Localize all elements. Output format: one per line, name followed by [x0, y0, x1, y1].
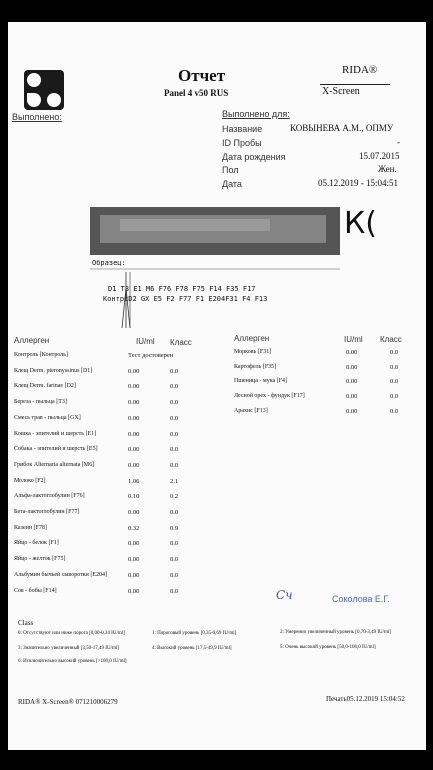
- iu-value: 0.00: [128, 383, 140, 391]
- panel-name: Panel 4 v50 RUS: [164, 88, 229, 98]
- iu-value: 0.00: [346, 407, 358, 415]
- band-labels-bottom: КонтрсD2 GX E5 F2 F77 F1 E204F31 F4 F13: [103, 295, 268, 303]
- col-class-left: Класс: [170, 338, 192, 347]
- allergen-name: Контроль [Контроль]: [14, 352, 69, 358]
- sample-label: Образец:: [92, 259, 126, 267]
- dob-label: Дата рождения: [222, 152, 286, 162]
- col-iu-right: IU/ml: [344, 335, 363, 344]
- allergen-name: Казеин [F78]: [14, 524, 47, 531]
- allergen-name: Арахис [F13]: [234, 407, 268, 414]
- allergen-name: Соя - бобы [F14]: [14, 587, 57, 594]
- iu-value: 0.00: [128, 587, 140, 595]
- divider: [320, 84, 390, 85]
- class-0: 0: Отсутствуют или ниже порога [0,00-0,34 IU/ml]: [18, 631, 125, 636]
- class-value: 0.0: [170, 414, 179, 422]
- date-label: Дата: [222, 179, 242, 189]
- col-allergen-left: Аллерген: [14, 336, 50, 345]
- allergen-name: Альфа-лактоглобулин [F76]: [14, 493, 85, 500]
- sex-label: Пол: [222, 165, 239, 175]
- test-strip-image: [90, 207, 340, 255]
- sex-value: Жен.: [378, 164, 397, 174]
- brand-name: RIDA®: [342, 64, 378, 76]
- class-4: 4: Высокий уровень [17,5-49,9 IU/ml]: [152, 646, 232, 651]
- iu-value: 0.00: [128, 461, 140, 469]
- class-value: 0.0: [170, 556, 179, 564]
- allergen-name: Морковь [F31]: [234, 349, 272, 355]
- class-value: 0.0: [170, 509, 179, 516]
- name-value: КОВЫНЕВА А.М., ОПМУ: [290, 123, 394, 133]
- name-label: Название: [222, 124, 263, 134]
- iu-value: 0.00: [346, 378, 358, 386]
- iu-value: 0.00: [346, 349, 358, 356]
- allergen-name: Альбумин бычьей сыворотки [E204]: [14, 571, 108, 578]
- allergen-name: Бета-лактоглобулин [F77]: [14, 509, 80, 515]
- iu-value: 1.06: [128, 477, 140, 485]
- allergen-name: Грибок Alternaria alternata [M6]: [14, 461, 95, 468]
- col-iu-left: IU/ml: [136, 337, 155, 346]
- band-labels-top: D1 T3 E1 M6 F76 F78 F75 F14 F35 F17: [108, 285, 256, 293]
- product-name: X-Screen: [322, 86, 360, 97]
- iu-value: 0.00: [128, 571, 140, 579]
- device-serial: RIDA® X-Screen® 071210006279: [18, 698, 118, 706]
- sample-id-value: -: [397, 137, 400, 147]
- iu-value: 0.00: [128, 509, 140, 516]
- allergen-name: Клещ Derm. farinae [D2]: [14, 383, 76, 390]
- iu-value: 0.00: [128, 556, 140, 564]
- class-value: 0.0: [390, 378, 399, 386]
- dob-value: 15.07.2015: [359, 151, 400, 161]
- allergen-name: Собака - эпителий и шерсть [E5]: [14, 446, 98, 453]
- class-value: 0.9: [170, 524, 179, 532]
- allergen-name: Яйцо - желток [F75]: [14, 556, 66, 563]
- col-class-right: Класс: [380, 335, 402, 344]
- class-2: 2: Умеренно увеличенный уровень [0,70-3,49 IU/ml]: [280, 630, 391, 635]
- report-title: Отчет: [178, 66, 226, 85]
- class-3: 3: Значительно увеличенный [3,50-17,49 IU/ml]: [18, 646, 119, 651]
- allergen-name: Лесной орех - фундук [F17]: [234, 393, 305, 400]
- allergen-name: Клещ Derm. pteronyssinus [D1]: [14, 367, 93, 374]
- class-value: 0.0: [390, 407, 399, 415]
- class-value: 0.0: [170, 399, 179, 407]
- iu-value: 0.00: [128, 399, 140, 407]
- allergen-name: Молоко [F2]: [14, 477, 46, 484]
- iu-value: 0.00: [346, 393, 358, 401]
- signature-name: Соколова Е.Г.: [332, 594, 390, 604]
- iu-value: 0.00: [128, 414, 140, 422]
- class-6: 6: Исключительно высокий уровень [>100,0 IU/ml]: [18, 659, 127, 664]
- class-value: 2.1: [170, 477, 179, 485]
- sample-id-label: ID Пробы: [222, 138, 262, 148]
- allergen-name: Смесь трав - пыльца [GX]: [14, 414, 81, 421]
- performed-by-label: Выполнено:: [12, 112, 62, 122]
- allergen-name: Яйцо - белок [F1]: [14, 540, 59, 547]
- class-value: 0.0: [170, 540, 179, 548]
- allergen-name: Береза - пыльца [T3]: [14, 399, 67, 406]
- iu-value: 0.00: [128, 540, 140, 548]
- iu-value: 0.32: [128, 524, 140, 532]
- print-date: Печать05.12.2019 15:04:52: [326, 695, 405, 703]
- class-value: 0.0: [170, 587, 179, 595]
- col-allergen-right: Аллерген: [234, 334, 270, 343]
- class-value: 0.0: [390, 349, 399, 356]
- class-value: 0.0: [170, 430, 179, 438]
- iu-value: 0.00: [128, 367, 140, 375]
- logo-icon: [24, 70, 64, 110]
- signature-icon: Сч: [276, 588, 293, 602]
- class-value: 0.0: [390, 363, 399, 371]
- iu-value: 0.00: [128, 446, 140, 454]
- class-value: 0.0: [170, 383, 179, 391]
- class-value: 0.0: [170, 571, 179, 579]
- class-value: 0.0: [390, 393, 399, 401]
- date-value: 05.12.2019 - 15:04:51: [318, 178, 398, 188]
- iu-value: Тест достоверен: [128, 352, 174, 359]
- performed-for-label: Выполнено для:: [222, 109, 290, 119]
- iu-value: 0.00: [128, 430, 140, 438]
- iu-value: 0.10: [128, 493, 140, 501]
- handwritten-mark: К(: [344, 206, 378, 241]
- class-value: 0.0: [170, 446, 179, 454]
- class-value: 0.0: [170, 367, 179, 375]
- class-value: 0.2: [170, 493, 179, 501]
- class-1: 1: Пороговый уровень [0,35-0,69 IU/ml]: [152, 631, 237, 636]
- class-legend-title: Class: [18, 619, 34, 627]
- class-5: 5: Очень высокий уровень [50,0-100,0 IU/ml]: [280, 645, 376, 650]
- allergen-name: Кошка - эпителий и шерсть [E1]: [14, 430, 97, 437]
- class-value: 0.0: [170, 461, 179, 469]
- iu-value: 0.00: [346, 363, 358, 371]
- allergen-name: Пшеница - мука [F4]: [234, 378, 288, 385]
- allergen-name: Картофель [F35]: [234, 363, 277, 370]
- report-page: [8, 22, 426, 750]
